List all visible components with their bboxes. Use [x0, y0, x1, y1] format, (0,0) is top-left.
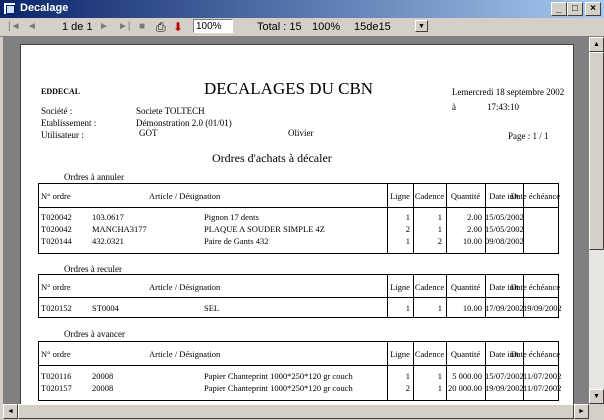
- cell-article: MANCHA3177: [92, 224, 147, 234]
- utilisateur-label: Utilisateur :: [41, 130, 84, 140]
- cell-date-init: 19/09/2002: [485, 383, 524, 393]
- cell-quantite: 20 000.00: [448, 383, 482, 393]
- chevron-down-icon[interactable]: ▼: [415, 20, 428, 32]
- cell-date-echeance: 11/07/2002: [523, 371, 562, 381]
- export-icon[interactable]: ⬇: [173, 20, 184, 34]
- scroll-up-icon[interactable]: ▲: [589, 37, 604, 52]
- societe-label: Société :: [41, 106, 73, 116]
- column-header: N° ordre: [41, 191, 71, 201]
- column-header: N° ordre: [41, 282, 71, 292]
- last-page-icon[interactable]: ►|: [118, 21, 131, 32]
- cell-ligne: 1: [405, 371, 410, 381]
- section-label-annuler: Ordres à annuler: [64, 172, 124, 182]
- cell-designation: PLAQUE A SOUDER SIMPLE 4Z: [204, 224, 325, 234]
- minimize-button[interactable]: _: [551, 2, 567, 16]
- time-prefix: à: [452, 102, 456, 112]
- cell-date-init: 15/07/2002: [485, 371, 524, 381]
- title-bar: [0, 0, 604, 18]
- cell-ligne: 2: [405, 224, 410, 234]
- column-header: Cadence: [414, 282, 445, 292]
- column-header: Article / Désignation: [149, 191, 221, 201]
- scroll-left-icon[interactable]: ◄: [3, 404, 18, 419]
- column-header: Ligne: [390, 349, 410, 359]
- company-code: EDDECAL: [41, 87, 81, 96]
- scroll-right-icon[interactable]: ►: [574, 404, 589, 419]
- cell-ligne: 1: [405, 236, 410, 246]
- horizontal-scroll-thumb[interactable]: [18, 404, 574, 419]
- total-label: Total : 15: [257, 21, 302, 33]
- societe-value: Societe TOLTECH: [136, 106, 205, 116]
- cell-designation: Papier Chanteprint 1000*250*120 gr couch: [204, 371, 353, 381]
- cell-date-echeance: 19/09/2002: [523, 303, 562, 313]
- scroll-down-icon[interactable]: ▼: [589, 389, 604, 404]
- next-page-icon[interactable]: ►: [99, 21, 109, 32]
- horizontal-scrollbar[interactable]: [3, 404, 589, 419]
- column-header: Ligne: [390, 191, 410, 201]
- column-header: Date échéance: [510, 349, 560, 359]
- cell-num: T020042: [41, 224, 72, 234]
- column-header: Date échéance: [510, 191, 560, 201]
- cell-quantite: 5 000.00: [452, 371, 482, 381]
- cell-cadence: 1: [437, 303, 442, 313]
- column-header: N° ordre: [41, 349, 71, 359]
- vertical-scrollbar[interactable]: [589, 37, 604, 404]
- etablissement-value: Démonstration 2.0 (01/01): [136, 118, 232, 128]
- cell-cadence: 1: [437, 371, 442, 381]
- page-label: Page : 1 / 1: [508, 131, 549, 141]
- previous-page-icon[interactable]: ◄: [27, 21, 37, 32]
- cell-num: T020144: [41, 236, 72, 246]
- cell-date-echeance: 11/07/2002: [523, 383, 562, 393]
- close-button[interactable]: ×: [585, 2, 601, 16]
- column-header: Cadence: [414, 191, 445, 201]
- report-date: Lemercredi 18 septembre 2002: [452, 87, 565, 97]
- vertical-scroll-thumb[interactable]: [589, 52, 604, 250]
- column-header: Article / Désignation: [149, 349, 221, 359]
- column-header: Article / Désignation: [149, 282, 221, 292]
- cell-designation: SEL: [204, 303, 220, 313]
- cell-designation: Papier Chanteprint 1000*250*120 gr couch: [204, 383, 353, 393]
- utilisateur-value: GOT: [139, 128, 158, 138]
- cell-cadence: 1: [437, 383, 442, 393]
- cell-num: T020152: [41, 303, 72, 313]
- cell-date-init: 09/08/2002: [485, 236, 524, 246]
- report-viewport[interactable]: [3, 37, 589, 404]
- print-icon[interactable]: ⎙: [156, 20, 166, 34]
- cell-ligne: 1: [405, 303, 410, 313]
- column-header: Date init: [489, 191, 519, 201]
- cell-num: T020157: [41, 383, 72, 393]
- cell-designation: Paire de Gants 432: [204, 236, 269, 246]
- table-reculer: [38, 274, 562, 318]
- table-annuler: [38, 183, 559, 254]
- section-label-reculer: Ordres à reculer: [64, 264, 122, 274]
- column-header: Cadence: [414, 349, 445, 359]
- report-subtitle: Ordres d'achats à décaler: [212, 151, 332, 165]
- cell-article: 20008: [92, 371, 114, 381]
- column-header: Quantité: [450, 191, 481, 201]
- section-label-avancer: Ordres à avancer: [64, 329, 125, 339]
- utilisateur-name: Olivier: [288, 128, 314, 138]
- size-grip: [589, 404, 604, 420]
- window-title: Decalage: [20, 2, 69, 14]
- cell-ligne: 2: [405, 383, 410, 393]
- cell-date-init: 17/09/2002: [485, 303, 524, 313]
- column-header: Ligne: [390, 282, 410, 292]
- app-icon: [3, 2, 16, 15]
- column-header: Quantité: [450, 349, 481, 359]
- percent-label: 100%: [312, 21, 341, 33]
- cell-quantite: 10.00: [462, 303, 482, 313]
- column-header: Date init: [489, 282, 519, 292]
- column-header: Date échéance: [510, 282, 560, 292]
- toolbar: [0, 18, 604, 37]
- table-avancer: [38, 341, 562, 401]
- cell-article: 432.0321: [92, 236, 124, 246]
- report-time: 17:43:10: [487, 102, 520, 112]
- record-count: 15de15: [354, 21, 391, 33]
- cell-cadence: 1: [437, 212, 442, 222]
- column-header: Quantité: [450, 282, 481, 292]
- cell-cadence: 2: [437, 236, 442, 246]
- cell-date-init: 15/05/2002: [485, 212, 524, 222]
- etablissement-label: Etablissement :: [41, 118, 97, 128]
- cell-quantite: 2.00: [467, 224, 482, 234]
- cell-num: T020042: [41, 212, 72, 222]
- report-title: DECALAGES DU CBN: [204, 79, 374, 98]
- cell-cadence: 1: [437, 224, 442, 234]
- cell-article: ST0004: [92, 303, 119, 313]
- cell-quantite: 2.00: [467, 212, 482, 222]
- cell-date-init: 15/05/2002: [485, 224, 524, 234]
- column-header: Date init: [489, 349, 519, 359]
- cell-quantite: 10.00: [462, 236, 482, 246]
- report-page: [20, 44, 574, 404]
- stop-icon[interactable]: ■: [139, 21, 146, 32]
- cell-num: T020116: [41, 371, 72, 381]
- cell-designation: Pignon 17 dents: [204, 212, 259, 222]
- maximize-button[interactable]: □: [567, 2, 583, 16]
- page-indicator: 1 de 1: [62, 21, 93, 33]
- cell-article: 20008: [92, 383, 114, 393]
- zoom-value: 100%: [196, 21, 222, 32]
- first-page-icon[interactable]: |◄: [8, 21, 21, 32]
- cell-ligne: 1: [405, 212, 410, 222]
- cell-article: 103.0617: [92, 212, 124, 222]
